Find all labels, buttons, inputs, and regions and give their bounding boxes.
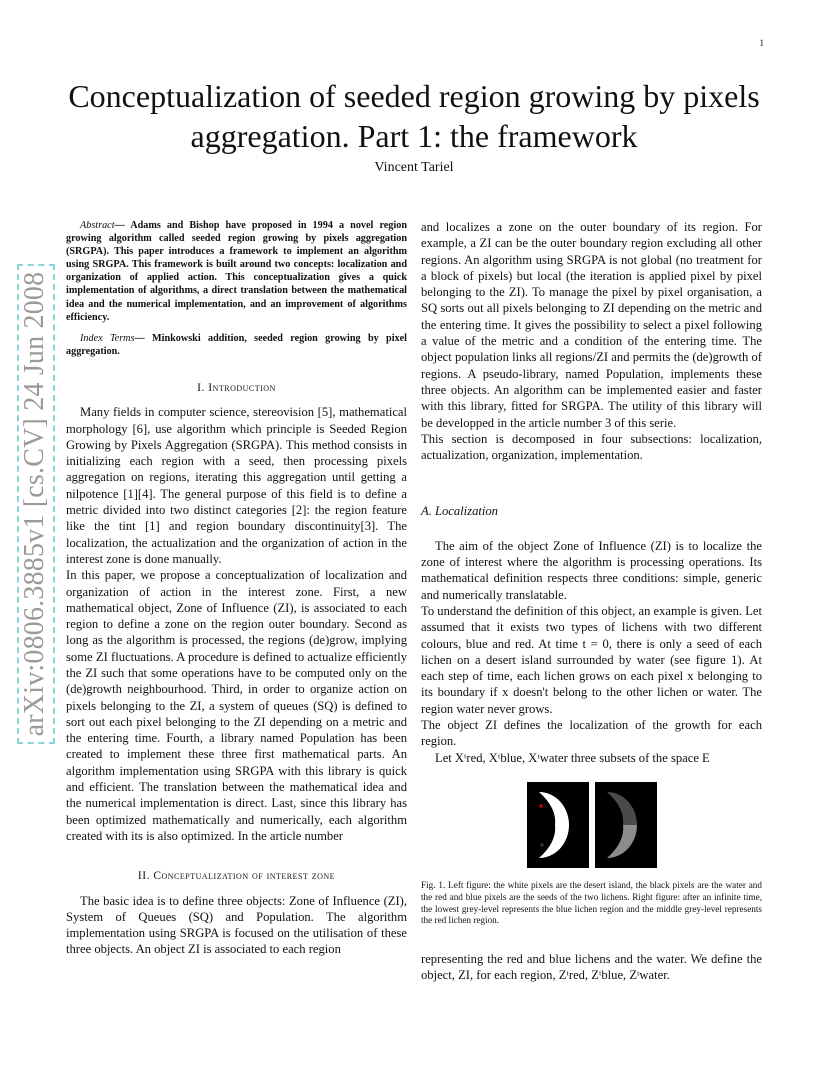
section-1-title: I. Introduction <box>197 381 276 394</box>
abstract-text: — Adams and Bishop have proposed in 1994 a novel region growing algorithm called seeded region growing by pixels aggregation (SRGPA). This paper introduces a framework to implement an algorithm using SRGPA. This framework is built around two concepts: localization and organization of applied action. This conceptualization gives a quick implementation of algorithms, a direct translation between the mathematical idea and the numerical implementation, and an improvement of algorithms efficiency. <box>66 220 407 323</box>
index-terms-text: — Minkowski addition, seeded region growing by pixel aggregation. <box>66 332 407 357</box>
localization-paragraph-1: The aim of the object Zone of Influence (ZI) is to localize the zone of interest where the algorithm is processing operations. Its mathematical definition respects three conditions: simple, generic and numerically translatable. <box>421 538 762 602</box>
localization-paragraph-2: To understand the definition of this object, an example is given. Let assumed that it exists two types of lichens with two different colours, blue and red. At time t = 0, there is only a seed of each lichen on a desert island surrounded by water (see figure 1). At each step of time, each lichen grows on each pixel x belonging to its boundary if x doesn't belong to the other lichen or water. The region water never grows. <box>421 603 762 716</box>
figure-1 <box>421 782 762 868</box>
abstract <box>66 219 407 324</box>
arxiv-id: arXiv:0806.3885v1 [cs.CV] 24 Jun 2008 <box>17 264 55 744</box>
red-seed <box>539 804 543 808</box>
left-column <box>66 219 407 958</box>
index-terms <box>66 332 407 358</box>
right-paragraph-1: and localizes a zone on the outer boundary of its region. For example, a ZI can be the outer boundary region excluding all other regions. An algorithm using SRGPA is not global (no treatment for a block of pixels) but local (the iteration is applied pixel by pixel belonging to the ZI). To manage the pixel by pixel organisation, a SQ sorts out all pixels belonging to ZI depending on the metric and the entering time. It gives the possibility to select a pixel following a value of the metric and a condition of the entering time. The object population links all regions/ZI and permits the (de)growth of regions. A pseudo-library, named Population, implements these three objects. An algorithm can be implemented easier and faster with this library, fitted for SRGPA. The utility of this library will be developped in the article number 3 of this serie. <box>421 220 762 430</box>
right-paragraph-end: representing the red and blue lichens and the water. We define the object, ZI, for each region, Zᵗred, Zᵗblue, Zᵗwater. <box>421 952 762 983</box>
subsection-a-title: A. Localization <box>421 504 498 519</box>
abstract-label: Abstract <box>80 220 115 231</box>
section-2-title: II. Conceptualization of interest zone <box>137 870 336 883</box>
blue-seed <box>540 843 544 847</box>
arxiv-stamp <box>6 260 66 740</box>
figure-right-regions <box>595 782 657 868</box>
right-column <box>421 219 762 984</box>
localization-paragraph-4: Let Xᵗred, Xᵗblue, Xᵗwater three subsets of the space E <box>435 750 710 765</box>
paper-title: Conceptualization of seeded region growing by pixels aggregation. Part 1: the framework <box>68 78 760 154</box>
intro-paragraph-1: Many fields in computer science, stereovision [5], mathematical morphology [6], use algorithm which principle is Seeded Region Growing by Pixels Aggregation (SRGPA). This method consists in initializing each region with a seed, then processing pixels aggregation on regions, iterating this aggregation until getting a nilpotence [1][4]. The general purpose of this field is to define a metric divided into two distinct categories [2]: the region feature like the tint [1] and region boundary discontinuity[3]. The localization, the actualization and the organization of action in the interest zone is done manually. <box>66 405 407 566</box>
right-paragraph-2: This section is decomposed in four subsections: localization, actualization, organization, implementation. <box>421 431 762 463</box>
figure-1-caption: Fig. 1. Left figure: the white pixels are the desert island, the black pixels are the water and the red and blue pixels are the seeds of the two lichens. Right figure: after an infinite time, the lowest grey-level represents the blue lichen region and the middle grey-level represents the red lichen region. <box>421 879 762 926</box>
page-number: 1 <box>759 38 764 48</box>
index-terms-label: Index Terms <box>80 332 135 344</box>
author-name: Vincent Tariel <box>374 160 454 175</box>
localization-paragraph-3: The object ZI defines the localization of the growth for each region. <box>421 718 762 749</box>
figure-left-island <box>527 782 589 868</box>
section-2-paragraph-1: The basic idea is to define three objects: Zone of Influence (ZI), System of Queues (SQ) and Population. The algorithm implementation using SRGPA is focused on the utilisation of these three objects. An object ZI is associated to each region <box>66 893 407 957</box>
intro-paragraph-2: In this paper, we propose a conceptualization of localization and organization of action in the interest zone. First, a new mathematical object, Zone of Influence (ZI), is associated to each region to define a zone on the region outer boundary. Second as long as the algorithm is processed, the regions (de)grow, implying some ZI fluctuations. A procedure is defined to actualize efficiently the ZI such that some operations have to be computed only on the (de)growth neighbourhood. Third, in order to organize action on pixels belonging to the ZI, a system of queues (SQ) is defined to sort out each pixel belonging to the ZI depending on a metric and the entering time. Fourth, a library named Population has been created to implement these three first mathematical parts. An algorithm implementation using SRGPA with this library is quick and efficient. The translation between the mathematical idea and the numerical implementation is direct. Last, since this library has been optimized mathematically and numerically, each algorithm created with its is also optimized. In the article number <box>66 568 407 843</box>
